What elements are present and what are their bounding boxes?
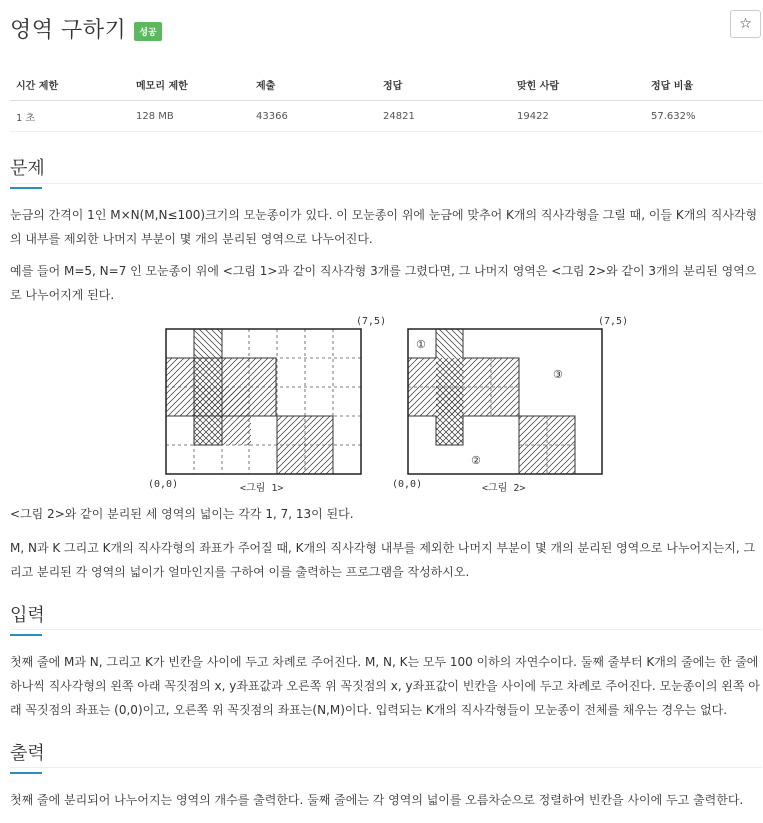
- figure-2-caption: <그림 2>: [482, 483, 526, 494]
- stats-submissions: 43366: [250, 101, 377, 132]
- section-heading-input-text: 입력: [10, 605, 45, 626]
- stats-memory: 128 MB: [130, 101, 250, 132]
- section-divider: [10, 767, 762, 768]
- stats-header-row: [10, 68, 762, 101]
- section-heading-problem-text: 문제: [10, 158, 45, 179]
- problem-paragraph-4: M, N과 K 그리고 K개의 직사각형의 좌표가 주어질 때, K개의 직사각형 내부를 제외한 나머지 부분이 몇 개의 분리된 영역으로 나누어지는지, 그리고 분리된 각 영역의 넓이가 얼마인지를 구하여 이를 출력하는 프로그램을 작성하시오.: [10, 541, 756, 579]
- stats-time: 1 초: [10, 101, 130, 132]
- stats-header-ratio: 정답 비율: [645, 68, 762, 101]
- region-label-3: ③: [553, 368, 563, 381]
- stats-header-solvers: 맞힌 사람: [511, 68, 645, 101]
- stats-header-submissions: 제출: [250, 68, 377, 101]
- section-heading-problem: [10, 154, 45, 180]
- status-badge: 성공: [134, 22, 161, 41]
- figure-2: [392, 316, 628, 494]
- stats-header-time: 시간 제한: [10, 68, 130, 101]
- heading-underline: [10, 634, 42, 636]
- origin-label-2: (0,0): [392, 479, 423, 490]
- stats-ratio: 57.632%: [645, 101, 762, 132]
- section-divider: [10, 183, 762, 184]
- stats-header-accepted: 정답: [377, 68, 511, 101]
- problem-paragraph-2: 예를 들어 M=5, N=7 인 모눈종이 위에 <그림 1>과 같이 직사각형 3개를 그렸다면, 그 나머지 영역은 <그림 2>와 같이 3개의 분리된 영역으로 나누어지게 된다.: [10, 264, 757, 302]
- problem-figure-svg: [140, 312, 629, 498]
- corner-label: (7,5): [356, 316, 387, 327]
- section-divider: [10, 629, 762, 630]
- stats-header-memory: 메모리 제한: [130, 68, 250, 101]
- problem-paragraph-3: <그림 2>와 같이 분리된 세 영역의 넓이는 각각 1, 7, 13이 된다.: [10, 507, 354, 521]
- heading-underline: [10, 772, 42, 774]
- title-row: [10, 8, 162, 48]
- region-label-1: ①: [416, 338, 426, 351]
- input-paragraph: 첫째 줄에 M과 N, 그리고 K가 빈칸을 사이에 두고 차례로 주어진다. M, N, K는 모두 100 이하의 자연수이다. 둘째 줄부터 K개의 줄에는 한 줄에 하나씩 직사각형의 왼쪽 아래 꼭짓점의 x, y좌표값과 오른쪽 위 꼭짓점의 x, y좌표값이 빈칸을 사이에 두고 차례로 주어진다. 모눈종이의 왼쪽 아래 꼭짓점의 좌표는 (0,0)이고, 오른쪽 위 꼭짓점의 좌표는(N,M)이다. 입력되는 K개의 직사각형들이 모눈종이 전체를 채우는 경우는 없다.: [10, 655, 760, 717]
- section-heading-input: [10, 601, 45, 627]
- output-paragraph: 첫째 줄에 분리되어 나누어지는 영역의 개수를 출력한다. 둘째 줄에는 각 영역의 넓이를 오름차순으로 정렬하여 빈칸을 사이에 두고 출력한다.: [10, 793, 744, 807]
- stats-solvers: 19422: [511, 101, 645, 132]
- figure-1-caption: <그림 1>: [240, 483, 284, 494]
- stats-accepted: 24821: [377, 101, 511, 132]
- section-heading-output-text: 출력: [10, 743, 45, 764]
- problem-paragraph-1: 눈금의 간격이 1인 M×N(M,N≤100)크기의 모눈종이가 있다. 이 모눈종이 위에 눈금에 맞추어 K개의 직사각형을 그릴 때, 이들 K개의 직사각형의 내부를 제외한 나머지 부분이 몇 개의 분리된 영역으로 나누어진다.: [10, 208, 758, 246]
- star-button[interactable]: [730, 10, 761, 38]
- heading-underline: [10, 187, 42, 189]
- problem-figure: [140, 312, 629, 502]
- problem-stats-table: [10, 68, 762, 132]
- stats-value-row: [10, 101, 762, 132]
- corner-label-2: (7,5): [598, 316, 629, 327]
- origin-label: (0,0): [148, 479, 179, 490]
- star-icon: ☆: [739, 16, 752, 32]
- region-label-2: ②: [471, 454, 481, 467]
- section-heading-output: [10, 739, 45, 765]
- page-title: 영역 구하기: [10, 17, 127, 43]
- figure-1: [148, 316, 386, 494]
